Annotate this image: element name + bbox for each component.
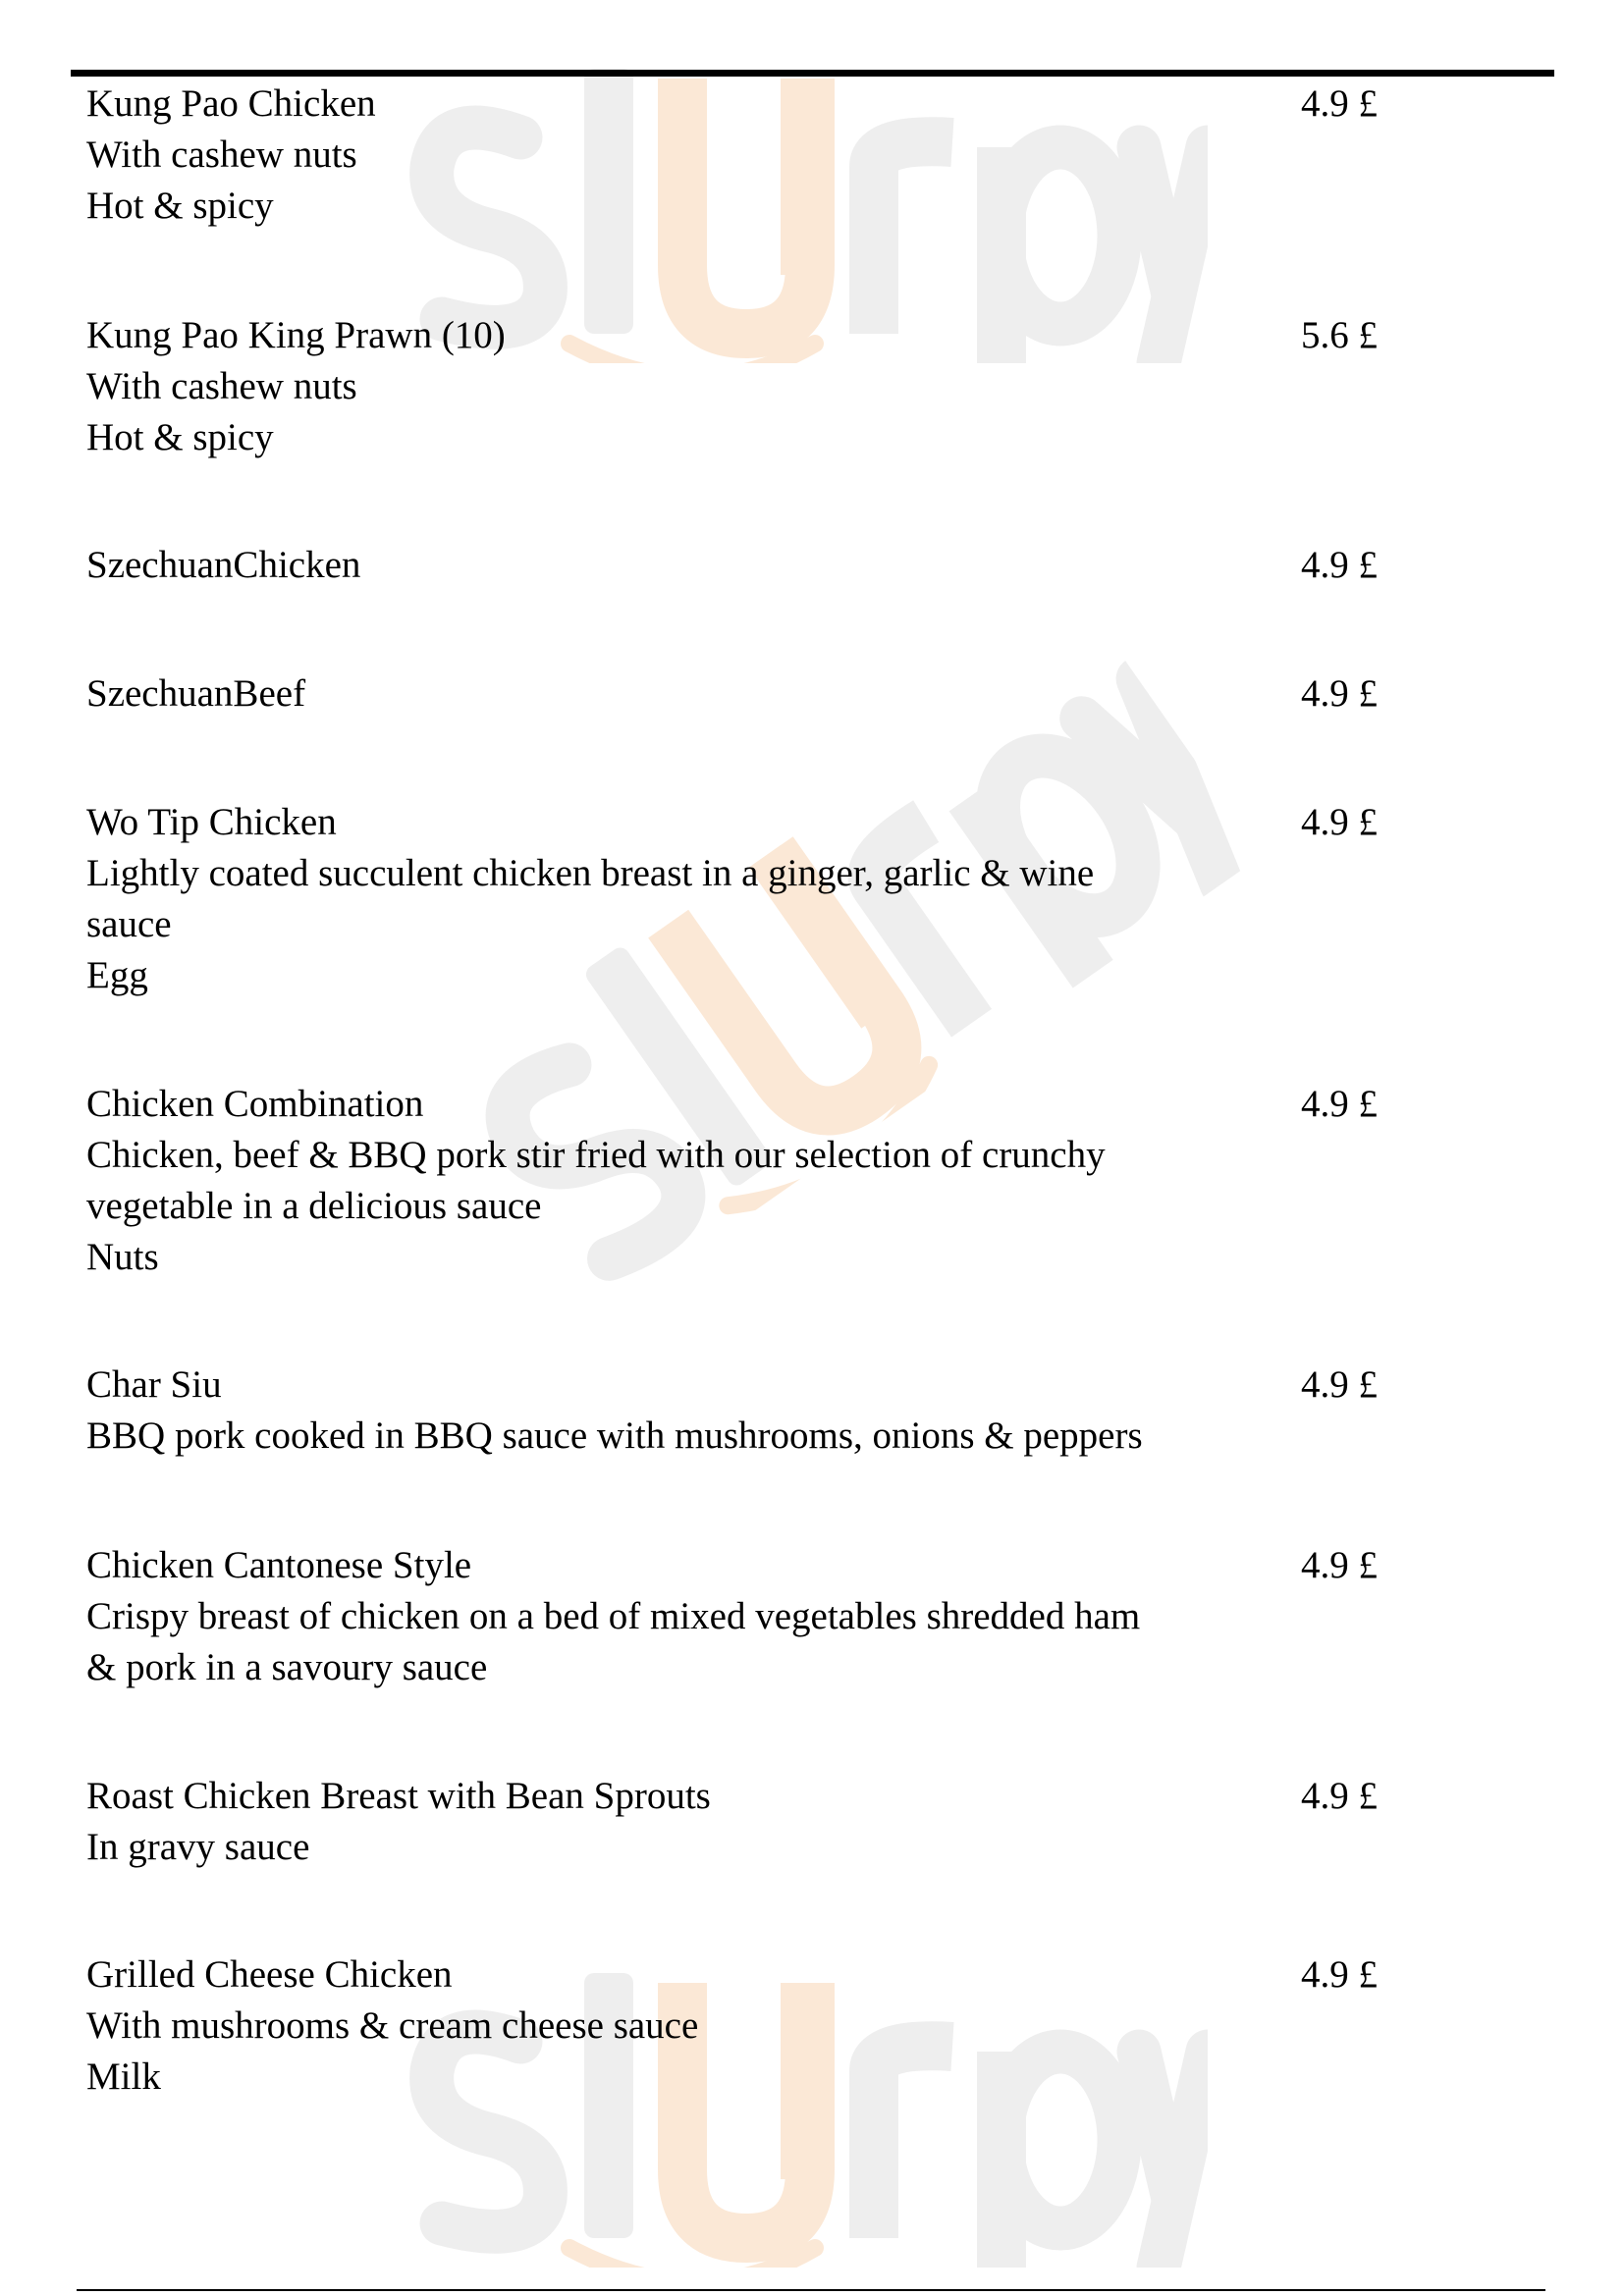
- menu-item-description: sauce: [86, 903, 172, 945]
- menu-item: [86, 79, 1559, 232]
- menu-item-description: & pork in a savoury sauce: [86, 1646, 488, 1688]
- menu-item-name: Kung Pao Chicken: [86, 82, 376, 125]
- menu-item-name: Kung Pao King Prawn (10): [86, 314, 506, 356]
- menu-item: [86, 1540, 1559, 1693]
- menu-item-description: In gravy sauce: [86, 1826, 310, 1868]
- menu-item-price: 4.9 £: [1301, 82, 1378, 125]
- menu-item-description: Lightly coated succulent chicken breast in a ginger, garlic & wine: [86, 852, 1095, 894]
- menu-item-price: 4.9 £: [1301, 1953, 1378, 1996]
- menu-item-name: Grilled Cheese Chicken: [86, 1953, 453, 1996]
- menu-item-name: Char Siu: [86, 1363, 222, 1406]
- menu-item: [86, 310, 1559, 463]
- menu-item-price: 4.9 £: [1301, 672, 1378, 715]
- menu-item-description: Hot & spicy: [86, 416, 274, 458]
- menu-item-description: Nuts: [86, 1236, 159, 1278]
- menu-item-price: 4.9 £: [1301, 1544, 1378, 1586]
- menu-item-name: Chicken Cantonese Style: [86, 1544, 472, 1586]
- menu-item-description: With mushrooms & cream cheese sauce: [86, 2004, 699, 2047]
- menu-item: [86, 1360, 1559, 1462]
- menu-item-name: SzechuanBeef: [86, 672, 306, 715]
- menu-item: [86, 668, 1559, 720]
- top-divider: [71, 70, 1554, 77]
- menu-item-description: Chicken, beef & BBQ pork stir fried with our selection of crunchy: [86, 1134, 1106, 1176]
- menu-item-description: With cashew nuts: [86, 133, 357, 176]
- menu-item-price: 4.9 £: [1301, 1775, 1378, 1817]
- menu-item-price: 4.9 £: [1301, 801, 1378, 843]
- bottom-divider: [77, 2289, 1545, 2291]
- menu-item-description: BBQ pork cooked in BBQ sauce with mushrooms, onions & peppers: [86, 1415, 1143, 1457]
- menu-item-description: Milk: [86, 2056, 161, 2098]
- menu-item-description: Hot & spicy: [86, 185, 274, 227]
- menu-item: [86, 1949, 1559, 2103]
- menu-item-name: SzechuanChicken: [86, 544, 361, 586]
- menu-item-description: With cashew nuts: [86, 365, 357, 407]
- menu-item-description: Egg: [86, 954, 148, 996]
- menu-item-name: Wo Tip Chicken: [86, 801, 337, 843]
- menu-item-description: Crispy breast of chicken on a bed of mixed vegetables shredded ham: [86, 1595, 1141, 1637]
- menu-item-price: 4.9 £: [1301, 544, 1378, 586]
- menu-item-description: vegetable in a delicious sauce: [86, 1185, 542, 1227]
- menu-item-price: 4.9 £: [1301, 1363, 1378, 1406]
- menu-item: [86, 1079, 1559, 1283]
- menu-item-name: Chicken Combination: [86, 1083, 424, 1125]
- menu-item: [86, 1771, 1559, 1873]
- menu-item-name: Roast Chicken Breast with Bean Sprouts: [86, 1775, 711, 1817]
- menu-item: [86, 797, 1559, 1001]
- menu-item: [86, 540, 1559, 591]
- menu-item-price: 4.9 £: [1301, 1083, 1378, 1125]
- menu-item-price: 5.6 £: [1301, 314, 1378, 356]
